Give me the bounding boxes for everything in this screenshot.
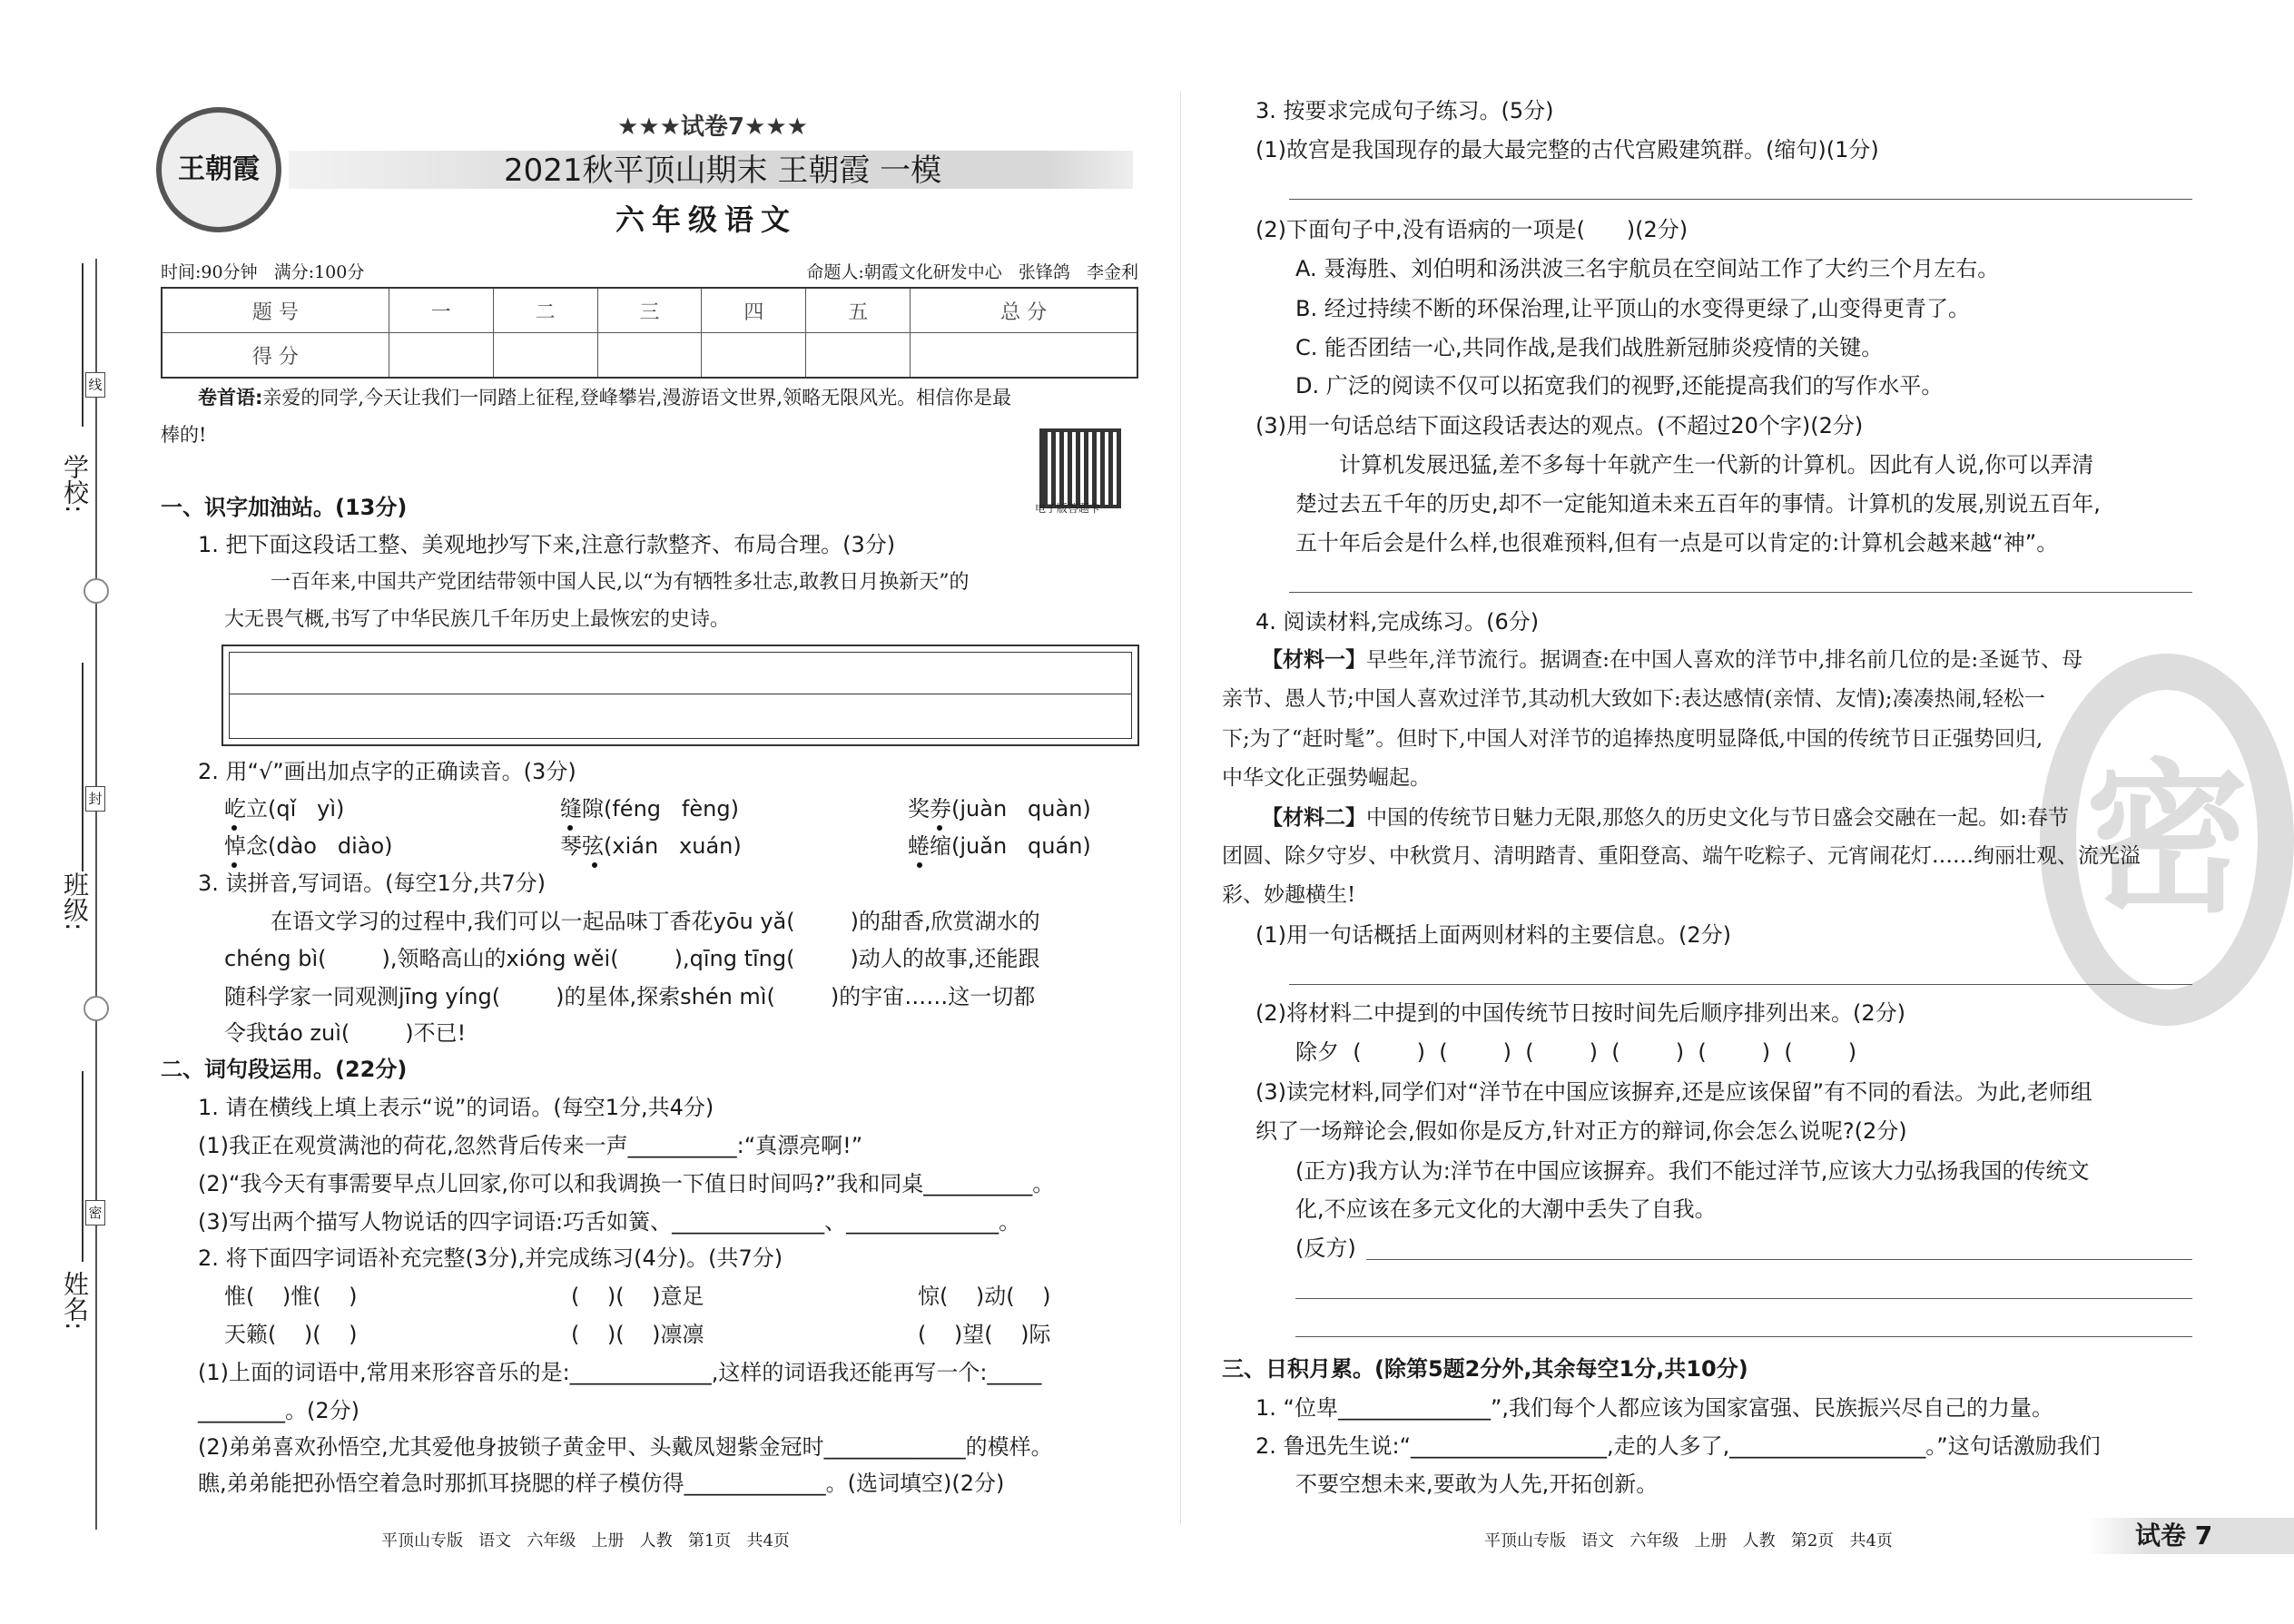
idiom-blank[interactable]: 天籁( )( ) [224,1322,358,1347]
emphasis-dot-icon [231,825,237,831]
idiom-blank[interactable]: ( )( )意足 [571,1284,704,1309]
preface-text-end: 棒的! [161,424,207,446]
answer-line[interactable] [1289,592,2192,593]
answer-line[interactable] [1295,1336,2192,1337]
question-text: 1. 把下面这段话工整、美观地抄写下来,注意行款整齐、布局合理。(3分) [198,532,896,557]
binding-mark-feng: 封 [85,786,105,812]
class-label: 班级: [60,871,90,931]
passage-text: 不要空想未来,要敢为人先,开拓创新。 [1295,1471,1659,1497]
material-text: 亲节、愚人节;中国人喜欢过洋节,其动机大致如下:表达感情(亲情、友情);凑凑热闹,轻松一 [1222,687,2045,711]
material-text: 团圆、除夕守岁、中秋赏月、清明踏青、重阳登高、端午吃粽子、元宵闹花灯……绚丽壮观、流光溢 [1222,844,2141,868]
binding-mark-mi: 密 [85,1200,105,1225]
section-1-title: 一、识字加油站。(13分) [161,495,408,520]
fill-in-item[interactable]: (3)写出两个描写人物说话的四字词语:巧舌如簧、______________、______________。 [198,1209,1021,1235]
pinyin-choice[interactable]: 琴弦(xián xuán) [560,833,742,859]
fill-in-item[interactable]: 瞧,弟弟能把孙悟空着急时那抓耳挠腮的样子模仿得_____________。(选词填空)(2分) [198,1471,1005,1496]
binding-mark-xian: 线 [85,372,105,398]
pinyin-choice[interactable]: 奖券(juàn quàn) [908,796,1091,822]
pinyin-choice[interactable]: 悼念(dào diào) [224,833,393,859]
watermark-seal: 密 [2040,654,2294,1026]
passage-text: 一百年来,中国共产党团结带领中国人民,以“为有牺牲多壮志,敢教日月换新天”的 [271,571,970,594]
table-header: 三 [597,288,702,333]
question-text: (2)下面句子中,没有语病的一项是( )(2分) [1255,217,1689,242]
question-text: 2. 用“√”画出加点字的正确读音。(3分) [198,759,576,784]
answer-line[interactable] [1366,1259,2192,1260]
passage-text: 计算机发展迅猛,差不多每十年就产生一代新的计算机。因此有人说,你可以弄清 [1339,452,2094,477]
material-2-label: 【材料二】 [1262,806,1366,830]
passage-text: 随科学家一同观测jīng yíng( )的星体,探索shén mì( )的宇宙……这一切都 [224,984,1036,1009]
question-text: (3)读完材料,同学们对“洋节在中国应该摒弃,还是应该保留”有不同的看法。为此,老师组 [1255,1079,2092,1105]
option-a[interactable]: A. 聂海胜、刘伯明和汤洪波三名宇航员在空间站工作了大约三个月左右。 [1295,256,2000,281]
copy-writing-box[interactable] [222,645,1139,746]
festival-order-blanks[interactable]: 除夕 ( ) ( ) ( ) ( ) ( ) ( ) [1295,1039,1857,1065]
material-text: 中国的传统节日魅力无限,那悠久的历史文化与节日盛会交融在一起。如:春节 [1366,806,2070,830]
binding-hole-icon [84,578,109,604]
preface [198,381,1011,414]
material-1 [1262,644,2082,676]
fill-in-item[interactable]: 2. 鲁迅先生说:“__________________,走的人多了,__________________。”这句话激励我们 [1255,1433,2101,1459]
fill-in-item[interactable]: (2)弟弟喜欢孙悟空,尤其爱他身披锁子黄金甲、头戴凤翅紫金冠时_____________的模样。 [198,1434,1053,1460]
fill-in-item[interactable]: (1)上面的词语中,常用来形容音乐的是:_____________,这样的词语我还能再写一个:_____ [198,1360,1042,1385]
score-cell[interactable] [389,333,493,379]
score-cell[interactable] [493,333,597,379]
footer-right: 平顶山专版 语文 六年级 上册 人教 第2页 共4页 [1484,1531,1893,1550]
pinyin-choice[interactable]: 蜷缩(juǎn quán) [908,833,1091,859]
question-text: 3. 读拼音,写词语。(每空1分,共7分) [198,871,546,896]
score-cell[interactable] [911,333,1137,379]
question-text: 1. 请在横线上填上表示“说”的词语。(每空1分,共4分) [198,1095,714,1120]
fill-in-item[interactable]: (2)“我今天有事需要早点儿回家,你可以和我调换一下值日时间吗?”我和同桌__________。 [198,1171,1055,1196]
school-field[interactable] [82,263,84,427]
passage-text: 化,不应该在多元文化的大潮中丢失了自我。 [1295,1196,1717,1222]
material-text: 彩、妙趣横生! [1222,883,1356,907]
option-d[interactable]: D. 广泛的阅读不仅可以拓宽我们的视野,还能提高我们的写作水平。 [1295,373,1944,399]
passage-text: 五十年后会是什么样,也很难预料,但有一点是可以肯定的:计算机会越来越“神”。 [1295,530,2059,556]
table-header: 一 [389,288,493,333]
footer-badge: 试卷 7 [2135,1521,2213,1550]
name-field[interactable] [82,1071,84,1262]
material-1-label: 【材料一】 [1262,648,1366,672]
pinyin-choice[interactable]: 屹立(qǐ yì) [224,796,345,822]
question-text: 4. 阅读材料,完成练习。(6分) [1255,609,1540,635]
answer-line[interactable] [1295,1298,2192,1299]
score-cell[interactable] [806,333,911,379]
idiom-blank[interactable]: 惊( )动( ) [918,1284,1051,1309]
score-cell[interactable] [702,333,806,379]
passage-text: 楚过去五千年的历史,却不一定能知道未来五百年的事情。计算机的发展,别说五百年, [1295,491,2101,517]
qr-code-icon[interactable] [1039,428,1121,508]
emphasis-dot-icon [937,825,942,831]
exam-authors: 命题人:朝霞文化研发中心 张锋鸽 李金利 [806,262,1138,282]
question-text: 2. 将下面四字词语补充完整(3分),并完成练习(4分)。(共7分) [198,1245,783,1271]
subject-title: 六年级语文 [615,202,798,237]
passage-text: chéng bì( ),领略高山的xióng wěi( ),qīng tīng( )动人的故事,还能跟 [224,946,1040,971]
material-text: 下;为了“赶时髦”。但时下,中国人对洋节的追捧热度明显降低,中国的传统节日正强势回归, [1222,727,2043,751]
table-header: 五 [806,288,911,333]
question-text: (3)用一句话总结下面这段话表达的观点。(不超过20个字)(2分) [1255,413,1864,438]
qr-caption: 电子版答题卡 [1035,502,1101,515]
material-2 [1262,802,2069,834]
passage-text: 令我táo zuì( )不已! [224,1020,467,1046]
table-header: 二 [493,288,597,333]
exam-time: 时间:90分钟 满分:100分 [161,262,365,282]
passage-text: (正方)我方认为:洋节在中国应该摒弃。我们不能过洋节,应该大力弘扬我国的传统文 [1295,1158,2090,1184]
option-c[interactable]: C. 能否团结一心,共同作战,是我们战胜新冠肺炎疫情的关键。 [1295,335,1884,360]
table-row [162,288,1137,333]
material-text: 中华文化正强势崛起。 [1222,766,1431,790]
rebuttal-label: (反方) [1295,1235,1356,1261]
pinyin-choice[interactable]: 缝隙(féng fèng) [560,796,739,822]
fill-in-item[interactable]: 1. “位卑______________”,我们每个人都应该为国家富强、民族振兴尽自己的力量。 [1255,1395,2054,1421]
answer-line[interactable] [1289,199,2192,200]
name-label: 姓名: [60,1271,90,1331]
idiom-blank[interactable]: 惟( )惟( ) [224,1284,358,1309]
question-text: (2)将材料二中提到的中国传统节日按时间先后顺序排列出来。(2分) [1255,1000,1905,1026]
emphasis-dot-icon [567,825,573,831]
row-label: 得 分 [162,333,389,379]
footer-left: 平顶山专版 语文 六年级 上册 人教 第1页 共4页 [381,1531,790,1550]
question-text: (1)故宫是我国现存的最大最完整的古代宫殿建筑群。(缩句)(1分) [1255,137,1879,162]
question-text: (1)用一句话概括上面两则材料的主要信息。(2分) [1255,922,1731,948]
score-cell[interactable] [597,333,702,379]
table-header: 总 分 [911,288,1137,333]
material-text: 早些年,洋节流行。据调查:在中国人喜欢的洋节中,排名前几位的是:圣诞节、母 [1366,648,2083,672]
preface-label: 卷首语: [198,387,263,408]
emphasis-dot-icon [917,862,922,868]
fill-in-item[interactable]: ________。(2分) [198,1398,359,1423]
passage-text: 大无畏气概,书写了中华民族几千年历史上最恢宏的史诗。 [224,608,730,631]
score-table [161,287,1138,379]
preface-text: 亲爱的同学,今天让我们一同踏上征程,登峰攀岩,漫游语文世界,领略无限风光。相信你是最 [262,387,1012,408]
paper-series: ★★★试卷7★★★ [617,113,808,141]
table-row [162,333,1137,379]
binding-hole-icon [84,996,109,1021]
question-text: 织了一场辩论会,假如你是反方,针对正方的辩词,你会怎么说呢?(2分) [1255,1118,1907,1144]
school-label: 学校: [60,454,90,514]
paper-title: 2021秋平顶山期末 王朝霞 一模 [504,153,942,189]
table-header: 题 号 [162,288,389,333]
page-divider [1180,91,1181,1525]
fill-in-item[interactable]: (1)我正在观赏满池的荷花,忽然背后传来一声__________:“真漂亮啊!” [198,1133,863,1158]
idiom-blank[interactable]: ( )( )凛凛 [571,1322,704,1347]
option-b[interactable]: B. 经过持续不断的环保治理,让平顶山的水变得更绿了,山变得更青了。 [1295,296,1970,321]
question-text: 3. 按要求完成句子练习。(5分) [1255,98,1554,123]
class-field[interactable] [82,663,84,871]
answer-line[interactable] [1289,984,2192,985]
emphasis-dot-icon [592,862,597,868]
section-2-title: 二、词句段运用。(22分) [161,1057,408,1082]
logo: 王朝霞 [156,107,281,232]
passage-text: 在语文学习的过程中,我们可以一起品味丁香花yōu yǎ( )的甜香,欣赏湖水的 [271,909,1040,934]
binding-line [95,259,97,1530]
section-3-title: 三、日积月累。(除第5题2分外,其余每空1分,共10分) [1222,1356,1748,1382]
table-header: 四 [702,288,806,333]
idiom-blank[interactable]: ( )望( )际 [918,1322,1051,1347]
